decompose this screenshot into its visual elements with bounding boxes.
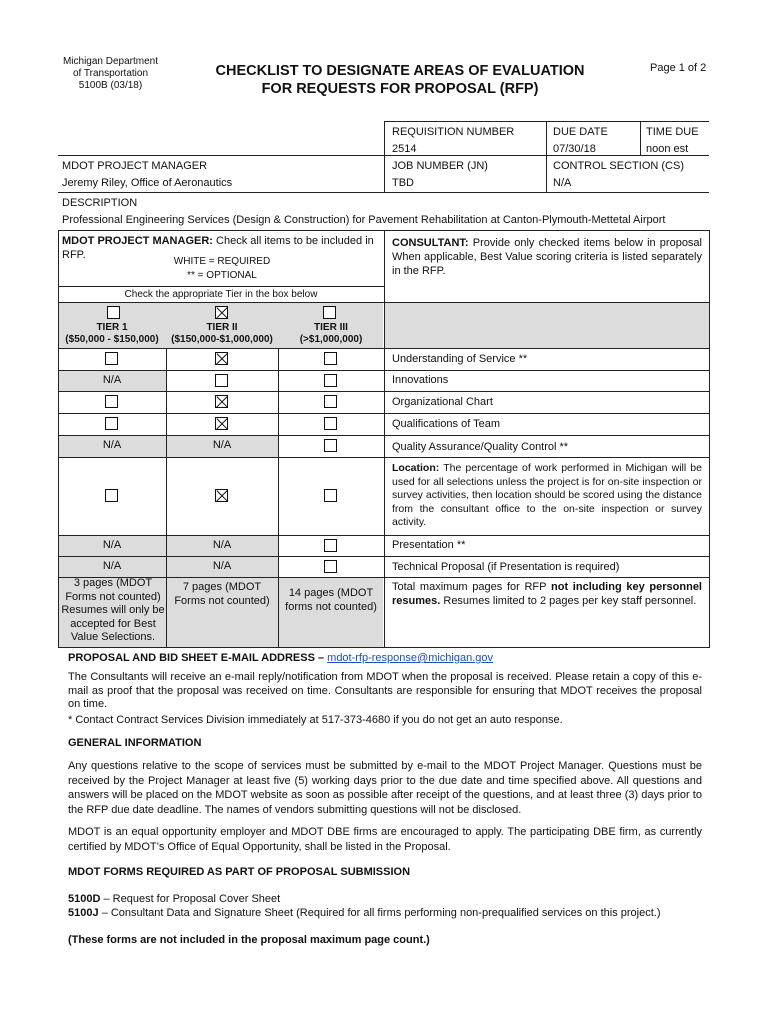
email-note: * Contact Contract Services Division immediately at 517-373-4680 if you do not get an auto response. [68,714,563,726]
na-cell: N/A [102,559,122,572]
forms-note: (These forms are not included in the proposal maximum page count.) [68,934,430,946]
page-limit-post: Resumes limited to 2 pages per key staff personnel. [443,595,697,607]
dept-line2: of Transportation [72,68,149,79]
na-cell: N/A [212,559,232,572]
page-number: Page 1 of 2 [650,62,707,74]
consultant-instructions-text: Provide only checked items below in proposal When applicable, Best Value scoring criteria is listed separately in the RFP. [392,237,702,277]
page-limit-text [392,580,702,608]
tier-1-range: ($50,000 - $150,000) [65,334,159,345]
consultant-instructions [392,236,702,278]
project-manager-label: MDOT PROJECT MANAGER [62,160,208,172]
location-item-label [392,462,702,530]
na-cell: N/A [212,439,232,451]
tier-2-page-limit: 7 pages (MDOT Forms not counted) [174,581,270,607]
control-section-label: CONTROL SECTION (CS) [553,160,684,172]
tier-2-range: ($150,000-$1,000,000) [171,334,273,345]
na-cell: N/A [212,538,232,551]
item-checkbox-tier-3[interactable] [324,374,337,387]
form-5100d-text: – Request for Proposal Cover Sheet [103,893,281,905]
time-due-value: noon est [646,143,689,155]
tier-1-header [58,322,166,346]
project-manager-value: Jeremy Riley, Office of Aeronautics [62,177,233,189]
email-address-link[interactable]: mdot-rfp-response@michigan.gov [327,652,494,664]
general-paragraph-2: MDOT is an equal opportunity employer and MDOT DBE firms are encouraged to apply. The participating DBE firm, as currently certified by MDOT’s Office of Equal Opportunity, shall be listed in the Proposal. [68,826,702,853]
item-label: Organizational Chart [392,396,493,408]
requisition-label: REQUISITION NUMBER [392,126,515,138]
form-code: 5100B (03/18) [78,80,143,91]
email-heading [68,652,493,664]
item-checkbox-tier-2[interactable] [215,374,228,387]
forms-heading: MDOT FORMS REQUIRED AS PART OF PROPOSAL SUBMISSION [68,866,411,878]
page-limit-pre: Total maximum pages for RFP [392,581,547,593]
item-checkbox-tier-3[interactable] [324,489,337,502]
title-line2: FOR REQUESTS FOR PROPOSAL (RFP) [261,81,539,97]
item-checkbox-tier-1[interactable] [105,417,118,430]
tier-3-header [278,322,384,346]
dept-line1: Michigan Department [62,56,159,67]
item-checkbox-tier-1[interactable] [105,395,118,408]
tier-3-checkbox[interactable] [323,306,336,319]
item-checkbox-tier-2[interactable] [215,352,228,365]
page-title [180,62,620,98]
item-label: Qualifications of Team [392,418,501,430]
item-label: Technical Proposal (if Presentation is required) [392,561,620,573]
time-due-label: TIME DUE [646,126,699,138]
item-checkbox-tier-1[interactable] [105,352,118,365]
job-number-value: TBD [392,177,414,189]
form-5100j-text: – Consultant Data and Signature Sheet (Required for all firms performing non-prequalified services on this project.) [101,907,661,919]
requisition-value: 2514 [392,143,417,155]
department-block [48,56,173,92]
form-5100d [68,893,280,905]
item-checkbox-tier-3[interactable] [324,352,337,365]
item-checkbox-tier-2[interactable] [215,417,228,430]
na-cell: N/A [102,538,122,551]
item-checkbox-tier-3[interactable] [324,439,337,452]
item-checkbox-tier-2[interactable] [215,489,228,502]
email-heading-text: PROPOSAL AND BID SHEET E-MAIL ADDRESS – [68,652,325,664]
tier-1-checkbox[interactable] [107,306,120,319]
page-limit-bold: not including key personnel resumes. [392,581,702,607]
due-date-label: DUE DATE [553,126,608,138]
location-bold: Location: [392,462,440,474]
location-text: The percentage of work performed in Michigan will be used for all selections unless the project is for on-site inspection or survey activities, then location should be scored using the distance from the consultant office to the on-site inspection or survey activity. [392,462,702,529]
consultant-instructions-bold: CONSULTANT: [392,237,469,249]
item-checkbox-tier-3[interactable] [324,417,337,430]
tier-2-checkbox[interactable] [215,306,228,319]
item-checkbox-tier-3[interactable] [324,539,337,552]
tier-3-name: TIER III [314,322,348,333]
tier-2-name: TIER II [206,322,238,333]
tier-prompt: Check the appropriate Tier in the box below [124,289,318,300]
form-5100j [68,907,661,919]
tier-3-range: (>$1,000,000) [299,334,363,345]
item-label: Understanding of Service ** [392,353,528,365]
general-paragraph-1: Any questions relative to the scope of services must be submitted by e-mail to the MDOT Project Manager. Questions must be received by the Project Manager at least five (5) working days prior to the due date and time specified above. All questions and answers will be placed on the MDOT website as soon as possible after receipt of the questions, and at least three (3) days prior to the RFP due date deadline. The names of vendors submitting questions will not be disclosed. [68,760,702,816]
pm-instructions-bold: MDOT PROJECT MANAGER: [62,235,213,247]
item-label: Presentation ** [392,539,466,551]
item-label: Innovations [392,374,449,386]
control-section-value: N/A [553,177,572,189]
tier-1-page-limit: 3 pages (MDOT Forms not counted) Resumes will only be accepted for Best Value Selections. [61,577,165,643]
item-checkbox-tier-1[interactable] [105,489,118,502]
tier-1-name: TIER 1 [96,322,128,333]
item-checkbox-tier-3[interactable] [324,560,337,573]
item-checkbox-tier-2[interactable] [215,395,228,408]
due-date-value: 07/30/18 [553,143,596,155]
job-number-label: JOB NUMBER (JN) [392,160,488,172]
general-heading: GENERAL INFORMATION [68,737,202,749]
optional-note: ** = OPTIONAL [187,270,257,281]
form-5100d-code: 5100D [68,893,101,905]
item-checkbox-tier-3[interactable] [324,395,337,408]
tier-2-header [166,322,278,346]
na-cell: N/A [102,373,122,386]
description-value: Professional Engineering Services (Design & Construction) for Pavement Rehabilitation at Canton-Plymouth-Mettetal Airport [62,214,666,226]
item-label: Quality Assurance/Quality Control ** [392,441,569,453]
white-required-note: WHITE = REQUIRED [173,256,271,267]
title-line1: CHECKLIST TO DESIGNATE AREAS OF EVALUATION [215,63,585,79]
pm-instructions-text: Check all items to be included in RFP. [62,235,374,261]
email-paragraph: The Consultants will receive an e-mail reply/notification from MDOT when the proposal is received. Please retain a copy of this e-mail as proof that the proposal was received on time. Consultants are responsible for ensuring that MDOT receives the proposal on time. [68,671,702,710]
form-5100j-code: 5100J [68,907,99,919]
description-label: DESCRIPTION [62,197,138,209]
tier-3-page-limit: 14 pages (MDOT forms not counted) [285,587,377,613]
na-cell: N/A [102,439,122,451]
